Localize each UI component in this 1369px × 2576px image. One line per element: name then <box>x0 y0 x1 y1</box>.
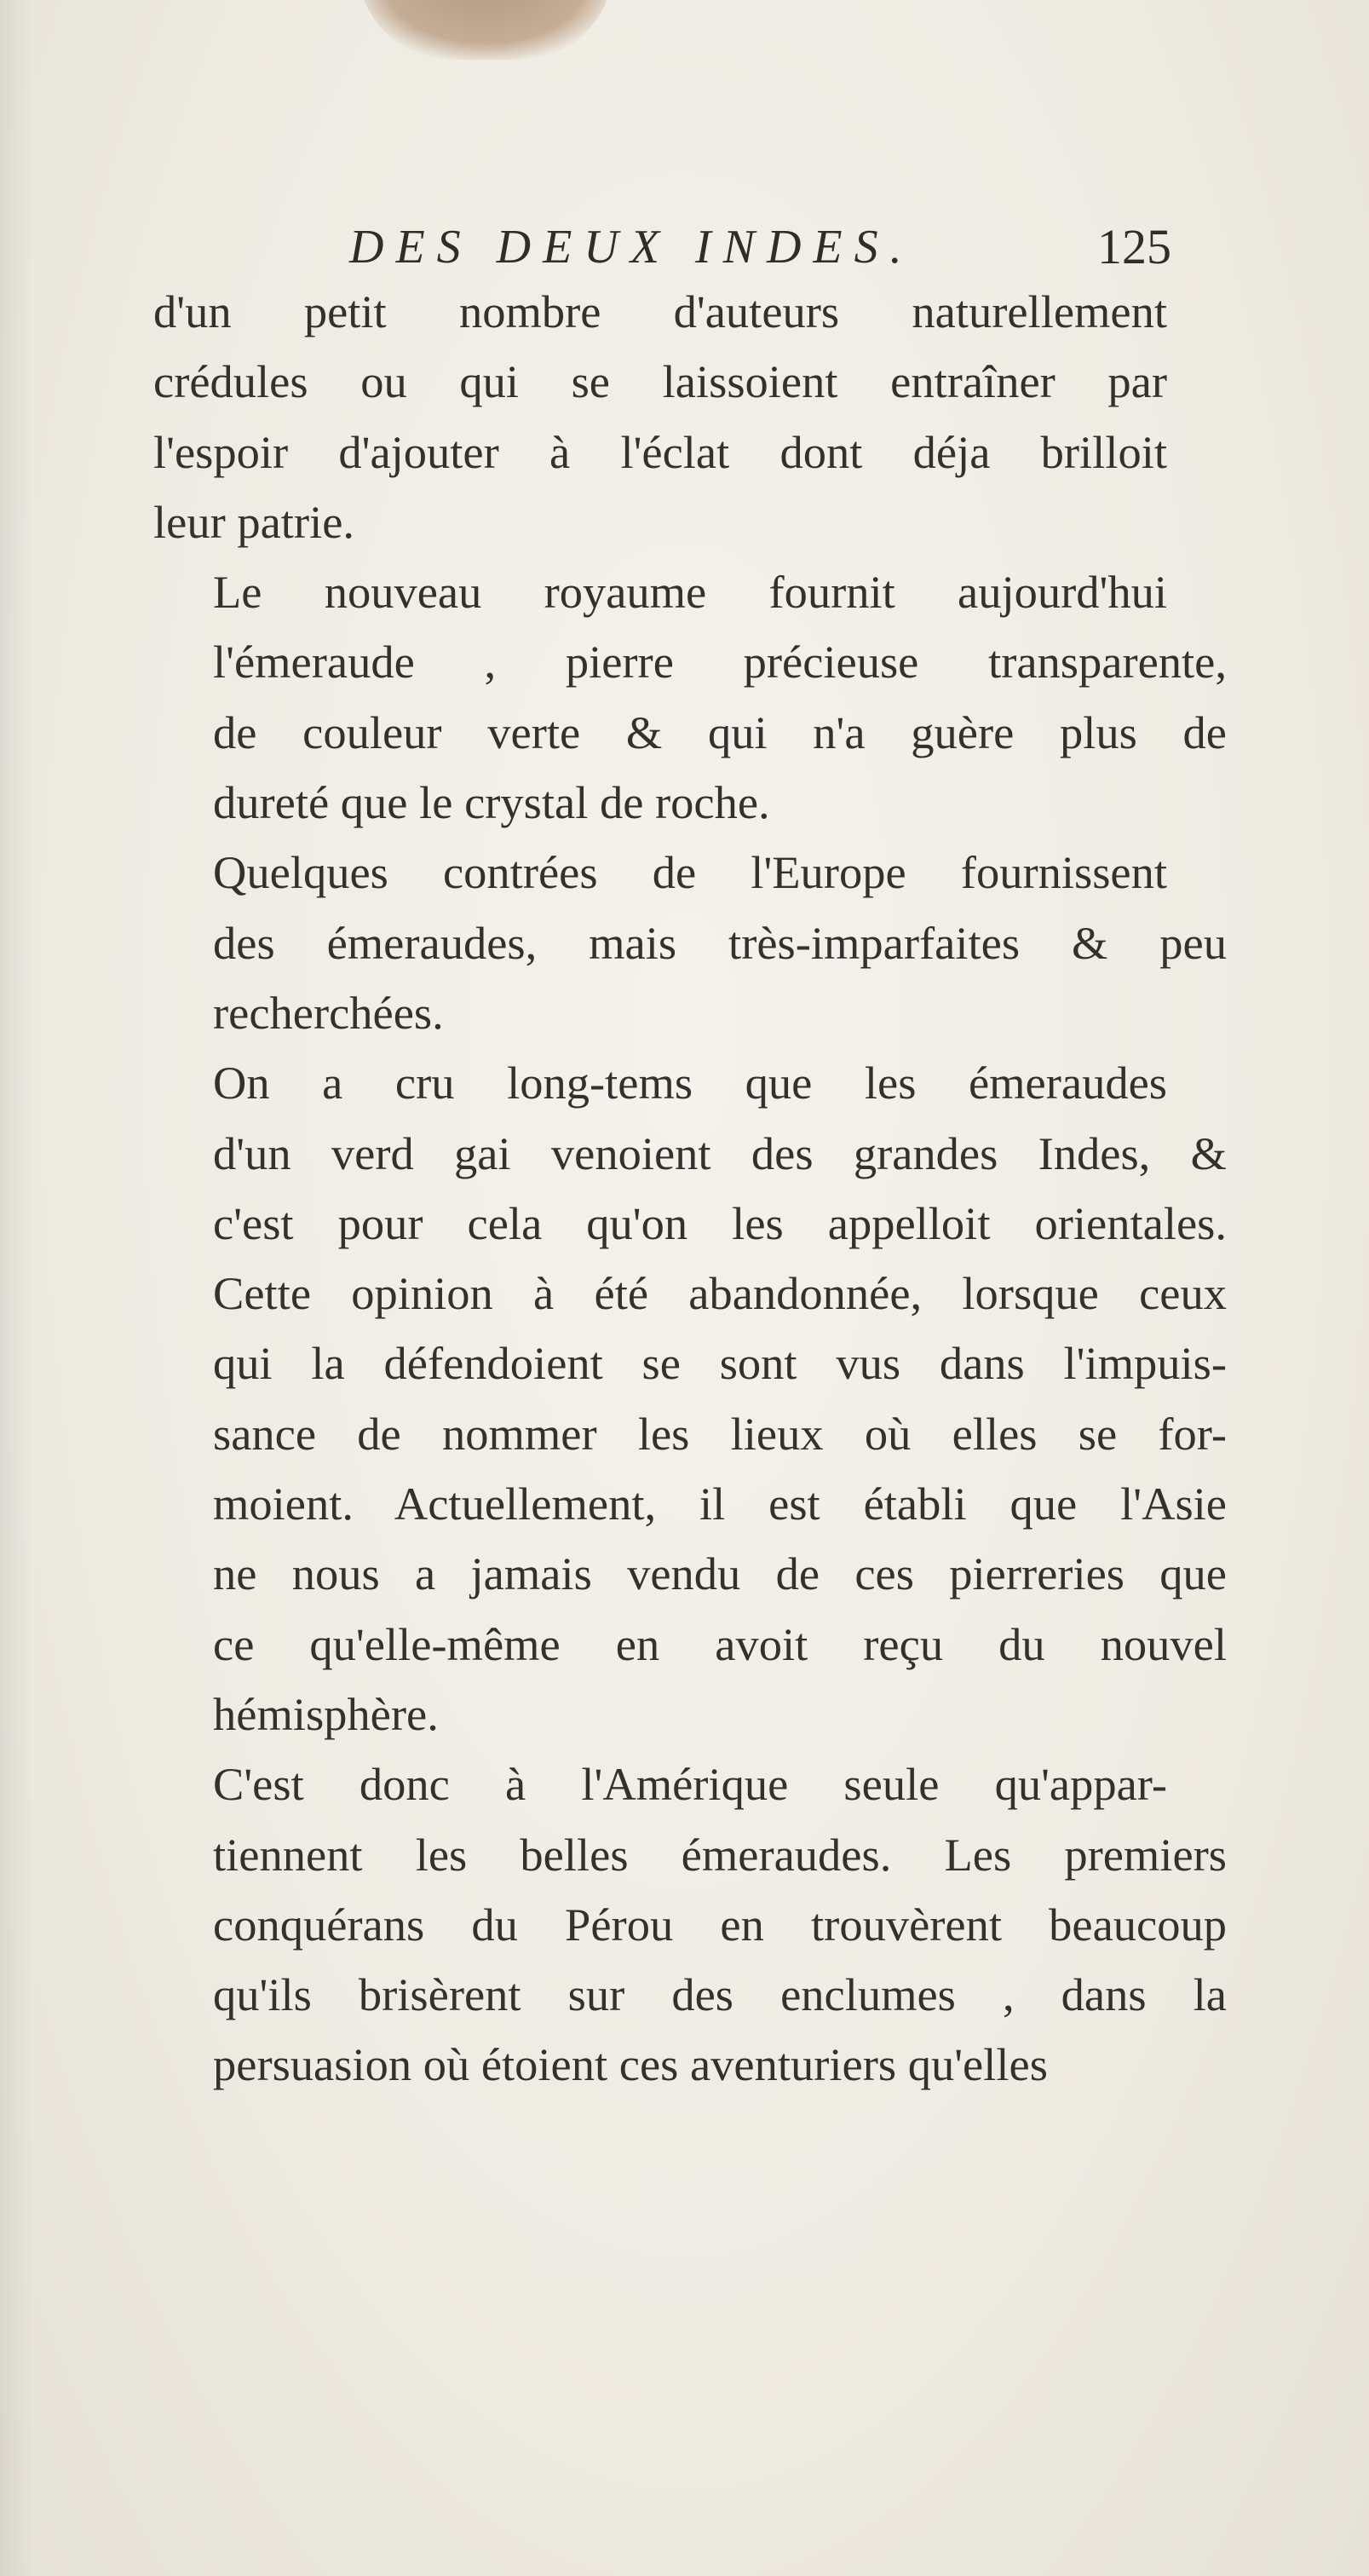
text-line: Cette opinion à été abandonnée, lorsque ceux <box>213 1267 1227 1320</box>
text-line: tiennent les belles émeraudes. Les premiers <box>213 1828 1227 1881</box>
text-line: moient. Actuellement, il est établi que l'Asie <box>213 1478 1227 1530</box>
text-line: des émeraudes, mais très-imparfaites & peu <box>213 916 1227 969</box>
text-line: ce qu'elle-même en avoit reçu du nouvel <box>213 1617 1227 1670</box>
text-line: d'un verd gai venoient des grandes Indes, & <box>213 1127 1227 1179</box>
paragraph <box>153 1749 1227 2100</box>
text-line: de couleur verte & qui n'a guère plus de <box>213 706 1227 758</box>
paragraph <box>153 1048 1227 1749</box>
text-line: d'un petit nombre d'auteurs naturellement <box>153 285 1167 337</box>
text-line: C'est donc à l'Amérique seule qu'appar- <box>213 1758 1167 1811</box>
body-text <box>153 277 1227 2101</box>
text-line: Quelques contrées de l'Europe fournissent <box>213 846 1167 899</box>
text-line: On a cru long-tems que les émeraudes <box>213 1057 1167 1109</box>
paper-stain <box>358 0 613 60</box>
text-line: persuasion où étoient ces aventuriers qu'elles <box>213 2038 1048 2091</box>
text-line: hémisphère. <box>213 1687 439 1740</box>
text-line: l'émeraude , pierre précieuse transparente, <box>213 636 1227 689</box>
text-line: recherchées. <box>213 986 444 1039</box>
text-line: dureté que le crystal de roche. <box>213 776 770 829</box>
running-title: DES DEUX INDES. <box>349 221 914 274</box>
text-line: crédules ou qui se laissoient entraîner par <box>153 355 1167 408</box>
page-edge-shadow <box>0 0 34 2576</box>
text-line: ne nous a jamais vendu de ces pierreries que <box>213 1547 1227 1600</box>
text-line: leur patrie. <box>153 495 355 548</box>
text-line: qu'ils brisèrent sur des enclumes , dans la <box>213 1968 1227 2021</box>
text-line: c'est pour cela qu'on les appelloit orientales. <box>213 1196 1227 1249</box>
paragraph <box>153 838 1227 1048</box>
text-line: conquérans du Pérou en trouvèrent beaucoup <box>213 1898 1227 1951</box>
paragraph <box>153 557 1227 838</box>
text-line: qui la défendoient se sont vus dans l'impuis- <box>213 1337 1227 1390</box>
text-line: Le nouveau royaume fournit aujourd'hui <box>213 566 1167 619</box>
page-number: 125 <box>1097 219 1171 274</box>
text-line: l'espoir d'ajouter à l'éclat dont déja brilloit <box>153 425 1167 478</box>
text-line: sance de nommer les lieux où elles se for- <box>213 1407 1227 1460</box>
paragraph <box>153 277 1167 557</box>
